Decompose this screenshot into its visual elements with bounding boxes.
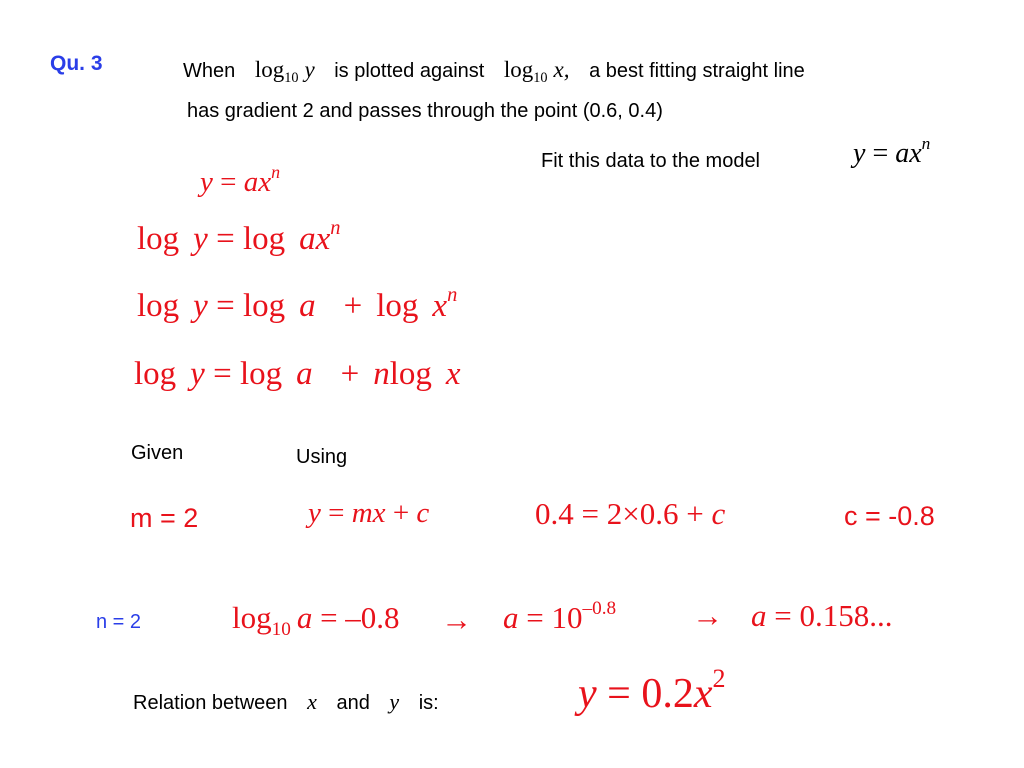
- log10-y-expr: $\log_{10} y$: [254, 57, 315, 86]
- fit-model-text: Fit this data to the model: [541, 150, 761, 172]
- substituted-equation: 0.4 = 2×0.6 + c: [535, 496, 726, 531]
- question-line-2: has gradient 2 and passes through the point (0.6, 0.4): [187, 100, 663, 122]
- log10-x-expr: $\log_{10} x$,: [503, 57, 570, 86]
- question-line-1: [183, 57, 805, 86]
- question-number: Qu. 3: [50, 52, 103, 75]
- model-equation: $y = ax^n$: [853, 133, 931, 169]
- plotted-text: is plotted against: [334, 60, 485, 82]
- best-fit-text: a best fitting straight line: [589, 60, 805, 82]
- when-text: When: [183, 60, 236, 82]
- given-label: Given: [131, 442, 184, 464]
- derivation-line-2: $\log y = \log ax^n$: [137, 216, 341, 257]
- line-equation: y = mx + c: [308, 497, 430, 529]
- a-value-equation: a = 0.158...: [751, 598, 893, 633]
- arrow-2: →: [692, 598, 723, 633]
- n-value: n = 2: [96, 611, 142, 633]
- final-relation-equation: $y = 0.2x^2$: [578, 664, 726, 717]
- relation-text: Relation between x and y is:: [133, 689, 439, 714]
- m-value: m = 2: [130, 503, 199, 533]
- arrow-1: →: [441, 602, 472, 637]
- derivation-line-1: $y = ax^n$: [200, 161, 281, 198]
- using-label: Using: [296, 446, 348, 468]
- derivation-line-3: $\log y = \log a + \log x^n$: [137, 283, 458, 324]
- c-value: c = -0.8: [844, 501, 935, 531]
- derivation-line-4: log y = log a + nlog x: [134, 356, 461, 392]
- a-power-equation: $a = 10^{-0.8}$: [503, 597, 617, 635]
- log-a-equation: $\log_{10} a = -0.8$: [232, 600, 400, 640]
